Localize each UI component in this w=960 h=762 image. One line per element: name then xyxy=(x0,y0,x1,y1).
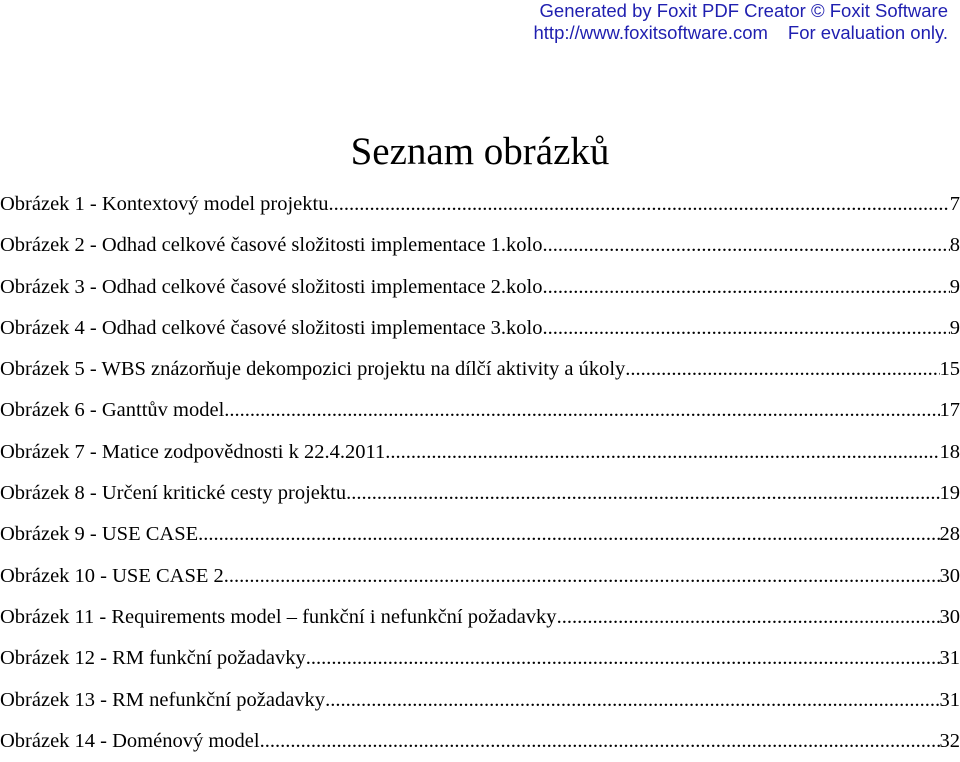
toc-dot-leader xyxy=(543,225,950,266)
toc-entry[interactable] xyxy=(0,473,960,514)
toc-dot-leader xyxy=(543,267,950,308)
toc-dot-leader xyxy=(306,638,940,679)
toc-entry-page-number: 32 xyxy=(940,721,960,762)
toc-entry-page-number: 30 xyxy=(940,556,960,597)
toc-entry[interactable] xyxy=(0,308,960,349)
toc-entry-page-number: 19 xyxy=(940,473,960,514)
toc-entry-page-number: 30 xyxy=(940,597,960,638)
toc-dot-leader xyxy=(346,473,939,514)
toc-entry-page-number: 9 xyxy=(950,267,960,308)
toc-entry-label: Obrázek 5 - WBS znázorňuje dekompozici projektu na dílčí aktivity a úkoly xyxy=(0,349,625,390)
toc-entry[interactable] xyxy=(0,680,960,721)
toc-entry-label: Obrázek 4 - Odhad celkové časové složitosti implementace 3.kolo xyxy=(0,308,543,349)
toc-entry[interactable] xyxy=(0,349,960,390)
toc-dot-leader xyxy=(198,514,939,555)
toc-dot-leader xyxy=(224,556,940,597)
toc-dot-leader xyxy=(260,721,940,762)
toc-entry[interactable] xyxy=(0,225,960,266)
toc-entry-page-number: 18 xyxy=(940,432,960,473)
toc-dot-leader xyxy=(557,597,940,638)
toc-entry[interactable] xyxy=(0,514,960,555)
toc-entry-label: Obrázek 6 - Ganttův model xyxy=(0,390,224,431)
toc-entry-label: Obrázek 13 - RM nefunkční požadavky xyxy=(0,680,325,721)
toc-dot-leader xyxy=(224,390,939,431)
toc-entry-page-number: 9 xyxy=(950,308,960,349)
toc-entry-label: Obrázek 14 - Doménový model xyxy=(0,721,260,762)
watermark-line-1: Generated by Foxit PDF Creator © Foxit Software xyxy=(534,0,949,22)
toc-entry-label: Obrázek 1 - Kontextový model projektu xyxy=(0,184,328,225)
toc-entry-label: Obrázek 10 - USE CASE 2 xyxy=(0,556,224,597)
toc-entry-page-number: 28 xyxy=(940,514,960,555)
toc-entry-label: Obrázek 2 - Odhad celkové časové složitosti implementace 1.kolo xyxy=(0,225,543,266)
toc-entry[interactable] xyxy=(0,390,960,431)
toc-entry[interactable] xyxy=(0,556,960,597)
toc-entry-page-number: 17 xyxy=(940,390,960,431)
toc-entry-label: Obrázek 7 - Matice zodpovědnosti k 22.4.2011 xyxy=(0,432,385,473)
toc-entry-page-number: 8 xyxy=(950,225,960,266)
toc-entry-label: Obrázek 9 - USE CASE xyxy=(0,514,198,555)
toc-dot-leader xyxy=(543,308,950,349)
toc-entry[interactable] xyxy=(0,597,960,638)
watermark-line-2 xyxy=(534,22,949,44)
toc-dot-leader xyxy=(325,680,939,721)
figure-list xyxy=(0,184,960,762)
toc-dot-leader xyxy=(385,432,939,473)
watermark-url: http://www.foxitsoftware.com xyxy=(534,22,768,43)
toc-entry-page-number: 7 xyxy=(950,184,960,225)
toc-entry-label: Obrázek 12 - RM funkční požadavky xyxy=(0,638,306,679)
evaluation-watermark xyxy=(534,0,949,44)
toc-entry-page-number: 31 xyxy=(940,680,960,721)
page-title: Seznam obrázků xyxy=(0,128,960,176)
toc-dot-leader xyxy=(625,349,939,390)
toc-entry[interactable] xyxy=(0,638,960,679)
toc-dot-leader xyxy=(328,184,949,225)
toc-entry-label: Obrázek 8 - Určení kritické cesty projektu xyxy=(0,473,346,514)
toc-entry-label: Obrázek 11 - Requirements model – funkční i nefunkční požadavky xyxy=(0,597,557,638)
toc-entry[interactable] xyxy=(0,432,960,473)
toc-entry-page-number: 15 xyxy=(940,349,960,390)
toc-entry[interactable] xyxy=(0,267,960,308)
toc-entry[interactable] xyxy=(0,721,960,762)
toc-entry-label: Obrázek 3 - Odhad celkové časové složitosti implementace 2.kolo xyxy=(0,267,543,308)
watermark-note: For evaluation only. xyxy=(788,22,948,43)
toc-entry[interactable] xyxy=(0,184,960,225)
toc-entry-page-number: 31 xyxy=(940,638,960,679)
